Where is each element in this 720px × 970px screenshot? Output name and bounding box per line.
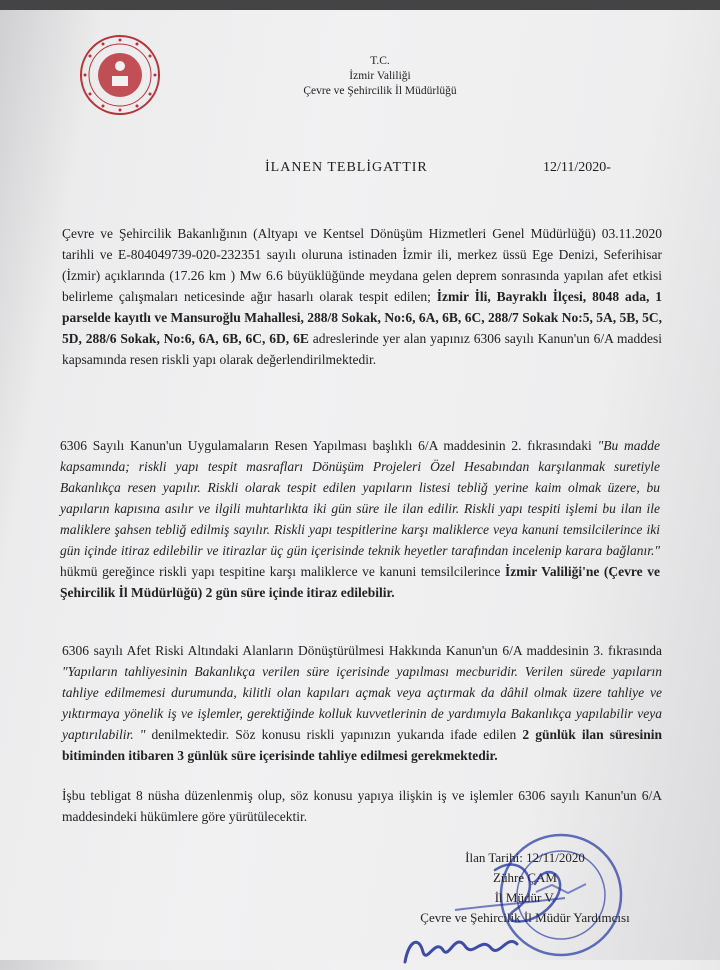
letterhead-governorship: İzmir Valiliği xyxy=(349,70,411,82)
announcement-date: İlan Tarihi: 12/11/2020 xyxy=(465,850,585,865)
document-title: İLANEN TEBLİGATTIR xyxy=(265,160,428,175)
signatory-name: Zühre ÇAM xyxy=(493,870,557,885)
paragraph-3 xyxy=(62,640,662,766)
paragraph-3-text-b: denilmektedir. Söz konusu riskli yapınızın yukarıda ifade edilen xyxy=(145,727,523,742)
paragraph-2-text-b: hükmü gereğince riskli yapı tespitine karşı maliklerce ve kanuni temsilcilerince xyxy=(60,564,505,579)
paragraph-3-quote: "Yapıların tahliyesinin Bakanlıkça verilen süre içerisinde yapılması mecburidir. Verilen sürede yapıların tahliye edilmemesi durumunda, kilitli olan kapıları açmak veya açtırmak da dâhil olmak üzere tahliye ve yıktırmaya yönelik iş ve işlemler, gerektiğinde kolluk kuvvetlerinin de yardımıyla Bakanlıkça yapılabilir veya yaptırılabilir. " xyxy=(62,664,662,742)
paragraph-1 xyxy=(62,223,662,370)
paragraph-2-objection: İzmir Valiliği'ne (Çevre ve Şehircilik İl Müdürlüğü) 2 gün süre içinde itiraz edilebilir. xyxy=(60,564,661,600)
ministry-seal-logo xyxy=(79,34,161,116)
paragraph-2-quote: "Bu madde kapsamında; riskli yapı tespit masrafları Dönüşüm Projeleri Özel Hesabından karşılanmak suretiyle Bakanlıkça resen yapılır. Riskli olarak tespit edilen yapıların listesi tebliğ yerine kaim olmak üzere, bu yapıların kapısına asılır ve ilgili muhtarlıkta iki gün süre ile ilan edilir. Riskli yapı tespiti işlemi bu ilan ile maliklere şahsen tebliğ edilmiş sayılır. Riskli yapı tespitlerine karşı maliklerce veya kanuni temsilcilerince iki gün içinde itiraz edilebilir ve itirazlar üç gün içerisinde teknik heyetler tarafından incelenip karara bağlanır." xyxy=(60,438,660,558)
paragraph-1-address: İzmir İli, Bayraklı İlçesi, 8048 ada, 1 parselde kayıtlı ve Mansuroğlu Mahallesi, 288/8 Sokak, No:6, 6A, 6B, 6C, 288/7 Sokak No:5, 5A, 5B, 5C, 5D, 288/6 Sokak, No:6, 6A, 6B, 6C, 6D, 6E xyxy=(62,289,662,346)
paragraph-3-text-a: 6306 sayılı Afet Riski Altındaki Alanların Dönüştürülmesi Hakkında Kanun'un 6/A maddesinin 3. fıkrasında xyxy=(62,643,662,658)
signatory-title: İl Müdür V. xyxy=(494,890,556,905)
paragraph-2 xyxy=(60,435,660,603)
letterhead-tc: T.C. xyxy=(370,55,390,67)
notice-document xyxy=(0,10,720,960)
paragraph-1-text-a: Çevre ve Şehircilik Bakanlığının (Altyapı ve Kentsel Dönüşüm Hizmetleri Genel Müdürlüğü) 03.11.2020 tarihli ve E-804049739-020-232351 sayılı oluruna istinaden İzmir ili, merkez üssü Ege Denizi, Seferihisar (İzmir) açıklarında (17.26 km ) Mw 6.6 büyüklüğünde meydana gelen deprem sonrasında yapılan afet etkisi belirleme çalışmaları neticesinde ağır hasarlı olarak tespit edilen; xyxy=(62,226,662,304)
letterhead xyxy=(230,54,530,99)
paragraph-3-evacuation: 2 günlük ilan süresinin bitiminden itibaren 3 günlük süre içerisinde tahliye edilmesi gerekmektedir. xyxy=(62,727,662,763)
handwritten-signature xyxy=(395,840,615,970)
document-date: 12/11/2020- xyxy=(543,160,611,175)
paragraph-1-text-b: adreslerinde yer alan yapınız 6306 sayılı Kanun'un 6/A maddesi kapsamında resen riskli yapı olarak değerlendirilmektedir. xyxy=(62,331,662,367)
paragraph-2-text-a: 6306 Sayılı Kanun'un Uygulamaların Resen Yapılması başlıklı 6/A maddesinin 2. fıkrasındaki xyxy=(60,438,598,453)
signatory-position: Çevre ve Şehircilik İl Müdür Yardımcısı xyxy=(420,910,630,925)
letterhead-directorate: Çevre ve Şehircilik İl Müdürlüğü xyxy=(303,85,457,97)
paragraph-4: İşbu tebligat 8 nüsha düzenlenmiş olup, söz konusu yapıya ilişkin iş ve işlemler 6306 sayılı Kanun'un 6/A maddesindeki hükümlere göre yürütülecektir. xyxy=(62,788,662,824)
photo-top-shadow xyxy=(0,0,720,10)
